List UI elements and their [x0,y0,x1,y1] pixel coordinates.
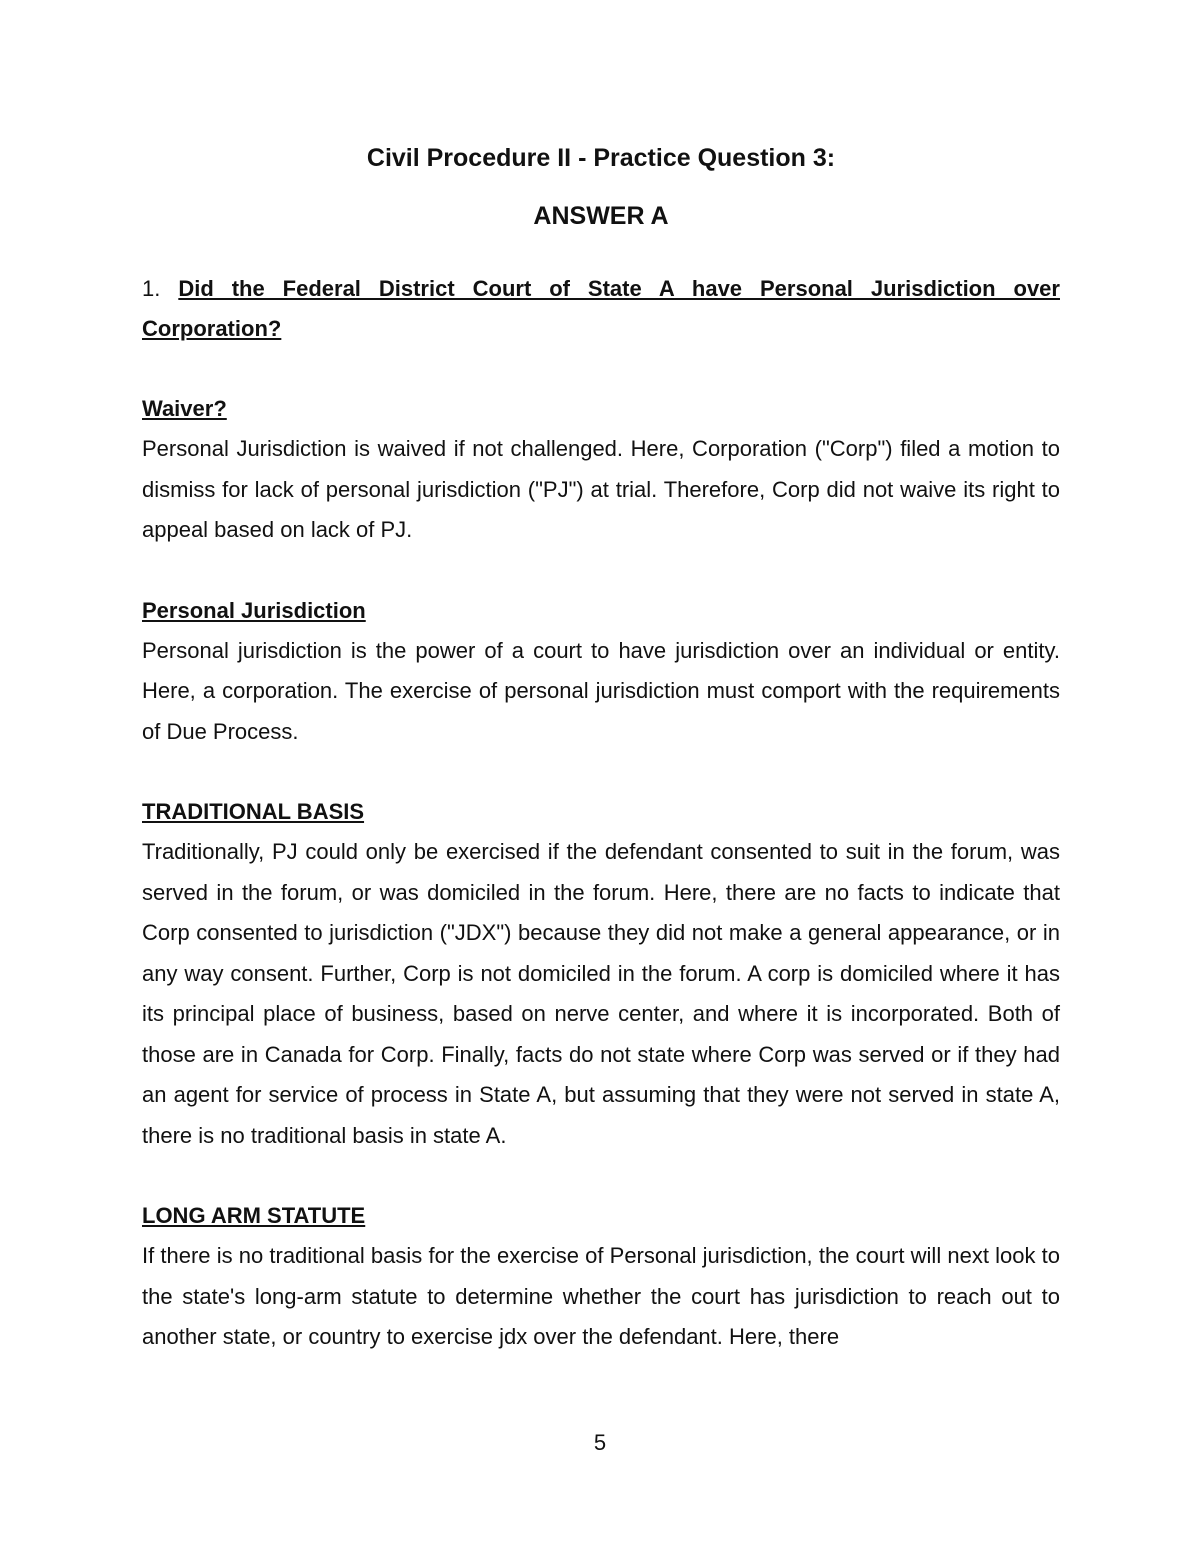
section-heading: Personal Jurisdiction [142,597,366,623]
question-text: Did the Federal District Court of State A have Personal Jurisdiction over Corporation? [142,276,1060,341]
section-body: Traditionally, PJ could only be exercised if the defendant consented to suit in the forum, was served in the forum, or was domiciled in the forum. Here, there are no facts to indicate that Corp consented to jurisdiction ("JDX") because they did not make a general appearance, or in any way consent. Further, Corp is not domiciled in the forum. A corp is domiciled where it has its principal place of business, based on nerve center, and where it is incorporated. Both of those are in Canada for Corp. Finally, facts do not state where Corp was served or if they had an agent for service of process in State A, but assuming that they were not served in state A, there is no traditional basis in state A. [142,839,1060,1148]
document-subtitle: ANSWER A [533,202,669,230]
section-heading: LONG ARM STATUTE [142,1203,366,1228]
question-1 [142,269,1060,349]
page-number: 5 [593,1430,607,1455]
question-number: 1. [142,276,161,301]
section-waiver [142,389,1060,551]
section-traditional-basis [142,792,1060,1156]
document-title: Civil Procedure II - Practice Question 3: [366,144,836,172]
section-heading: TRADITIONAL BASIS [142,799,365,824]
page-content [142,140,1060,1358]
section-long-arm-statute [142,1196,1060,1358]
section-personal-jurisdiction [142,591,1060,753]
section-body: If there is no traditional basis for the exercise of Personal jurisdiction, the court will next look to the state's long-arm statute to determine whether the court has jurisdiction to reach out to another state, or country to exercise jdx over the defendant. Here, there [142,1243,1060,1349]
section-body: Personal Jurisdiction is waived if not challenged. Here, Corporation ("Corp") filed a motion to dismiss for lack of personal jurisdiction ("PJ") at trial. Therefore, Corp did not waive its right to appeal based on lack of PJ. [142,436,1060,542]
section-heading: Waiver? [142,396,227,421]
section-body: Personal jurisdiction is the power of a court to have jurisdiction over an individual or entity. Here, a corporation. The exercise of personal jurisdiction must comport with the requirements of Due Process. [142,637,1060,744]
